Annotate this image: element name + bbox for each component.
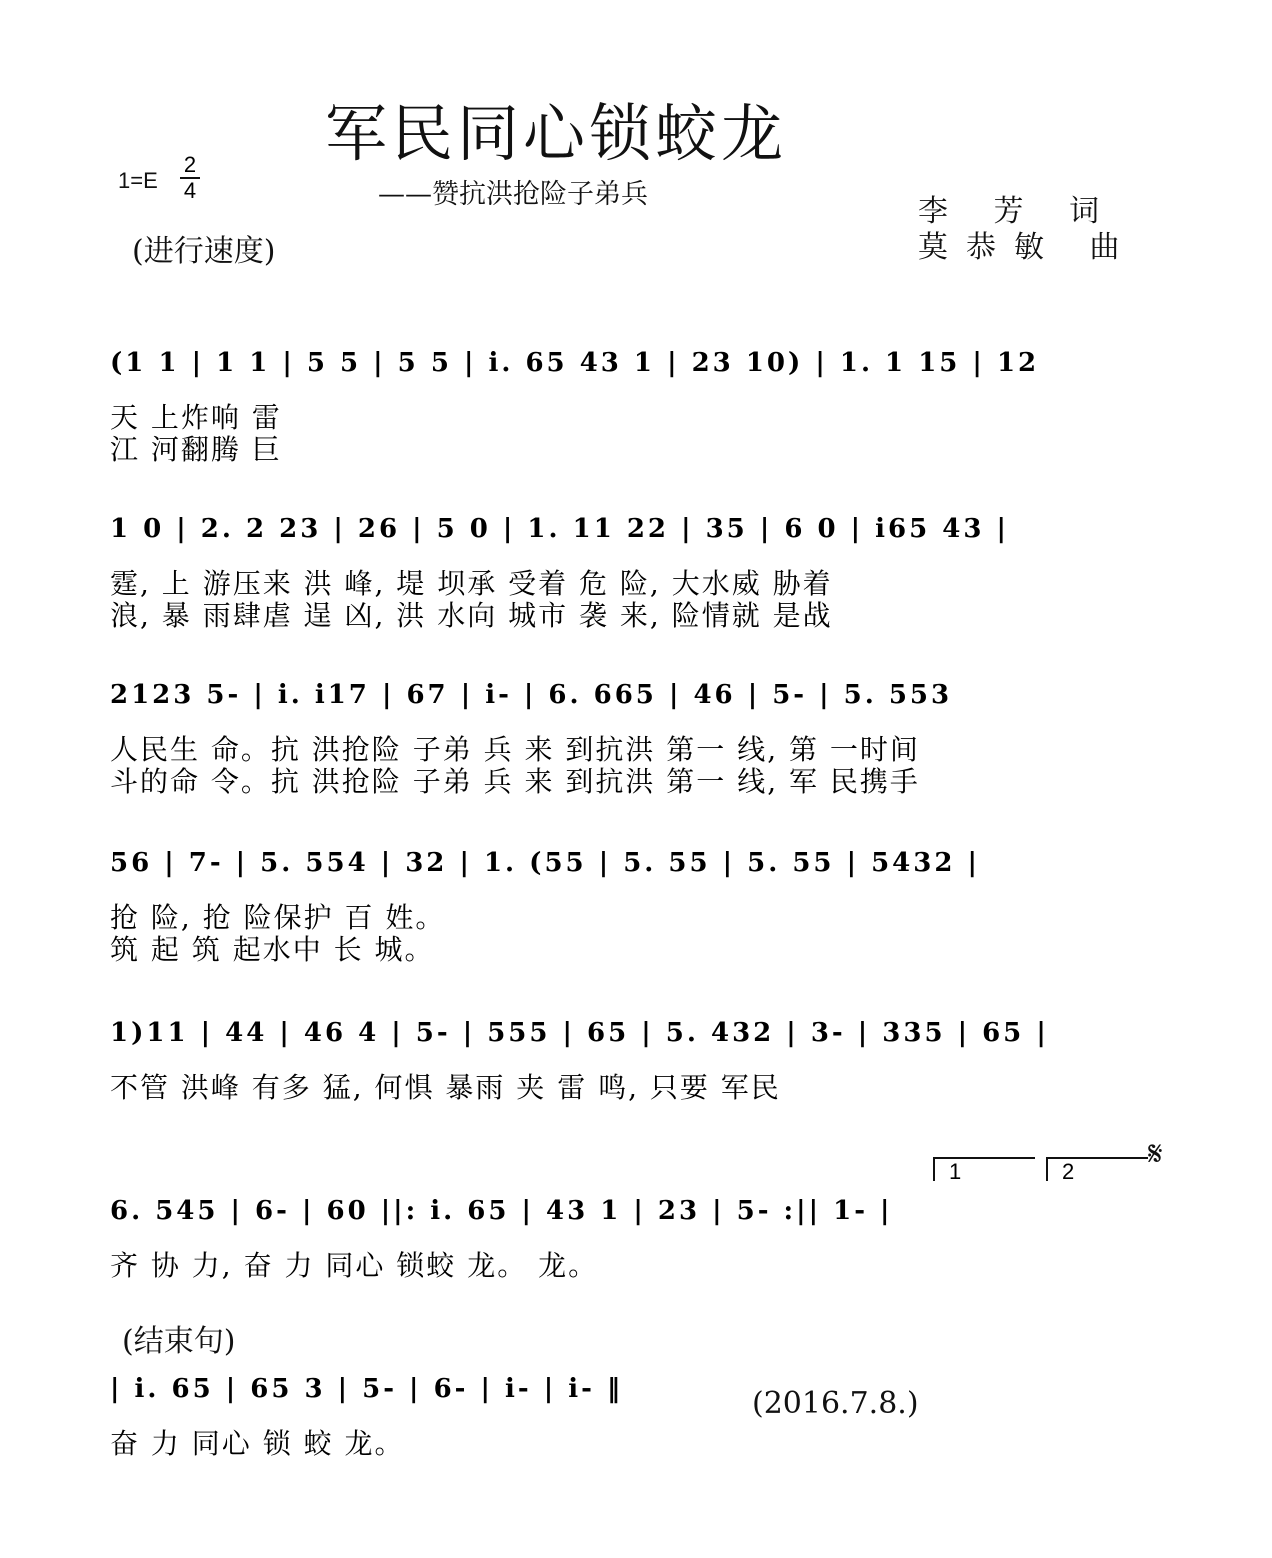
lyric-line-2-verse-1: 霆, 上 游压来 洪 峰, 堤 坝承 受着 危 险, 大水威 胁着 — [110, 567, 833, 600]
time-signature — [180, 154, 200, 202]
notation-line-1: (1 1 | 1 1 | 5 5 | 5 5 | i. 65 43 1 | 23 10) | 1. 1 15 | 12 — [110, 348, 1040, 378]
key-signature: 1=E — [118, 168, 158, 193]
tempo-marking: (进行速度) — [132, 234, 276, 269]
notation-line-4: 56 | 7- | 5. 554 | 32 | 1. (55 | 5. 55 | 5. 55 | 5432 | — [110, 848, 980, 878]
composition-date: (2016.7.8.) — [752, 1386, 919, 1421]
notation-line-coda: | i. 65 | 65 3 | 5- | 6- | i- | i- ‖ — [110, 1374, 623, 1404]
lyric-line-3-verse-2: 斗的命 令。抗 洪抢险 子弟 兵 来 到抗洪 第一 线, 军 民携手 — [110, 765, 920, 798]
segno-icon: 𝄋 — [1148, 1134, 1163, 1174]
lyric-line-4-verse-1: 抢 险, 抢 险保护 百 姓。 — [110, 901, 446, 934]
notation-line-5: 1)11 | 44 | 46 4 | 5- | 555 | 65 | 5. 432 | 3- | 335 | 65 | — [110, 1018, 1049, 1048]
lyric-line-6: 齐 协 力, 奋 力 同心 锁蛟 龙。 龙。 — [110, 1249, 599, 1282]
ending-section-label: (结束句) — [122, 1324, 236, 1359]
lyric-line-5: 不管 洪峰 有多 猛, 何惧 暴雨 夹 雷 鸣, 只要 军民 — [110, 1071, 781, 1104]
song-subtitle: ——赞抗洪抢险子弟兵 — [378, 179, 648, 210]
lyric-line-coda: 奋 力 同心 锁 蛟 龙。 — [110, 1427, 405, 1460]
notation-line-6: 6. 545 | 6- | 60 ||: i. 65 | 43 1 | 23 | 5- :|| 1- | — [110, 1196, 893, 1226]
lyric-line-1-verse-2: 江 河翻腾 巨 — [110, 433, 282, 466]
song-title: 军民同心锁蛟龙 — [325, 97, 788, 170]
composer-credit: 莫恭敏 曲 — [918, 230, 1138, 265]
lyric-line-4-verse-2: 筑 起 筑 起水中 长 城。 — [110, 933, 435, 966]
time-signature-top: 2 — [183, 152, 197, 177]
notation-line-2: 1 0 | 2. 2 23 | 26 | 5 0 | 1. 11 22 | 35 | 6 0 | i65 43 | — [110, 514, 1009, 544]
time-signature-bottom: 4 — [183, 178, 197, 203]
lyricist-credit: 李 芳 词 — [918, 194, 1118, 229]
lyric-line-2-verse-2: 浪, 暴 雨肆虐 逞 凶, 洪 水向 城市 袭 来, 险情就 是战 — [110, 599, 833, 632]
second-ending-bracket: 2 — [1046, 1157, 1148, 1181]
first-ending-bracket: 1 — [933, 1157, 1035, 1181]
notation-line-3: 2123 5- | i. i17 | 67 | i- | 6. 665 | 46 | 5- | 5. 553 — [110, 680, 953, 710]
lyric-line-3-verse-1: 人民生 命。抗 洪抢险 子弟 兵 来 到抗洪 第一 线, 第 一时间 — [110, 733, 920, 766]
lyric-line-1-verse-1: 天 上炸响 雷 — [110, 401, 282, 434]
